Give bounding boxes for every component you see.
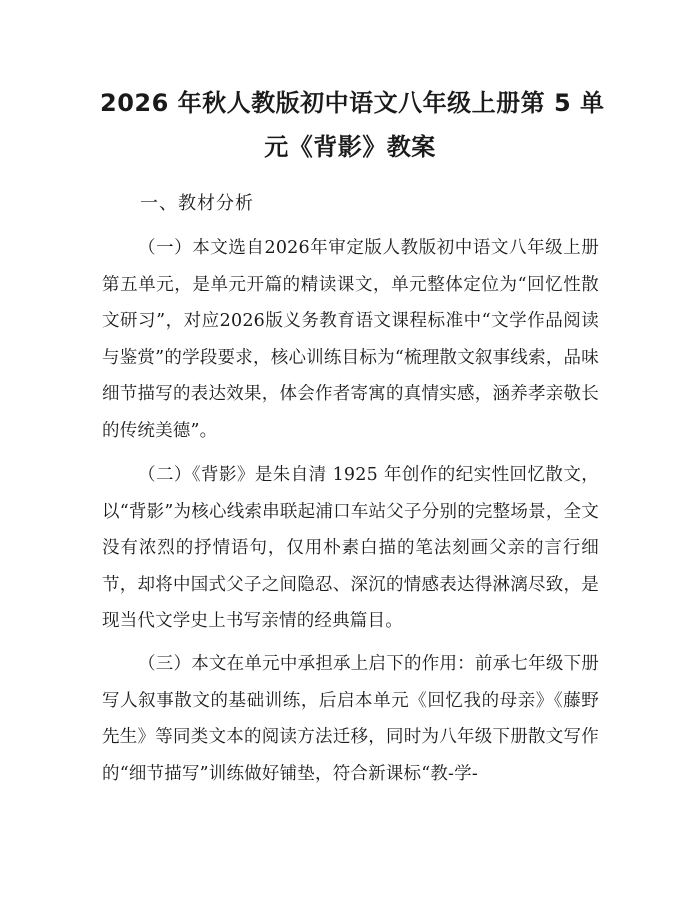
section-heading: 一、教材分析 xyxy=(140,193,254,214)
document-title-line-2: 元《背影》教案 xyxy=(264,133,436,161)
document-title-line-1: 2026 年秋人教版初中语文八年级上册第 5 单 xyxy=(100,89,605,117)
paragraph-1: （一）本文选自2026年审定版人教版初中语文八年级上册第五单元，是单元开篇的精读课文，单元整体定位为“回忆性散文研习”，对应2026版义务教育语文课程标准中“文学作品阅读与鉴赏”的学段要求，核心训练目标为“梳理散文叙事线索，品味细节描写的表达效果，体会作者寄寓的真情实感，涵养孝亲敬长的传统美德”。 xyxy=(102,238,599,441)
paragraph-2: （二）《背影》是朱自清 1925 年创作的纪实性回忆散文，以“背影”为核心线索串联起浦口车站父子分别的完整场景，全文没有浓烈的抒情语句，仅用朴素白描的笔法刻画父亲的言行细节，却将中国式父子之间隐忍、深沉的情感表达得淋漓尽致，是现当代文学史上书写亲情的经典篇目。 xyxy=(102,465,599,631)
paragraph-3: （三）本文在单元中承担承上启下的作用：前承七年级下册写人叙事散文的基础训练，后启本单元《回忆我的母亲》《藤野先生》等同类文本的阅读方法迁移，同时为八年级下册散文写作的“细节描写”训练做好铺垫，符合新课标“教-学- xyxy=(102,654,599,784)
